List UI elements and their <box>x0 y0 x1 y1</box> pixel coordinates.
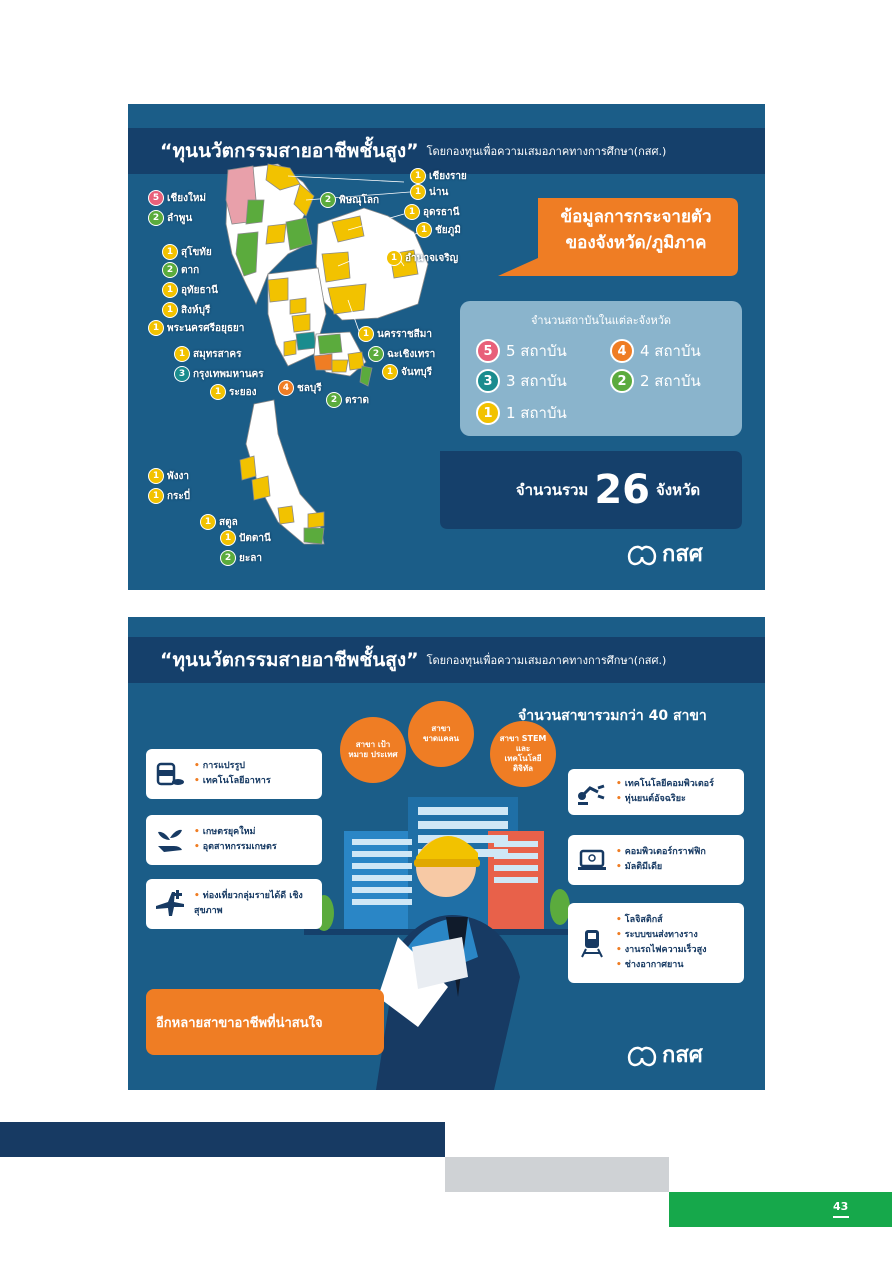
card-computer-robotics <box>568 769 744 815</box>
map-satun <box>278 506 294 524</box>
laptop-icon <box>576 844 608 876</box>
bullet: • <box>194 891 200 901</box>
card-computer-robotics-list <box>616 777 714 807</box>
robot-arm-icon <box>576 776 608 808</box>
province-label-samutsakhon <box>174 346 241 362</box>
count-badge: 1 <box>386 250 402 266</box>
province-label-sukhothai <box>162 244 212 260</box>
legend-badge: 1 <box>476 401 500 425</box>
total-label: จำนวนรวม <box>515 481 589 499</box>
panel2-subtitle: โดยกองทุนเพื่อความเสมอภาคทางการศึกษา(กสศ.) <box>426 654 667 667</box>
province-label-yala <box>220 550 262 566</box>
province-name: สตูล <box>219 516 238 528</box>
province-name: พิษณุโลก <box>339 194 380 206</box>
province-label-chiangmai <box>148 190 206 206</box>
province-label-phangnga <box>148 468 189 484</box>
plane-medical-icon <box>154 888 186 920</box>
count-badge: 1 <box>200 514 216 530</box>
count-badge: 2 <box>162 262 178 278</box>
panel2-title: “ทุนนวัตกรรมสายอาชีพชั้นสูง” <box>160 649 419 671</box>
legend-label: 3 สถาบัน <box>506 372 567 390</box>
legend-label: 4 สถาบัน <box>640 342 701 360</box>
legend-badge: 2 <box>610 369 634 393</box>
province-label-chaiyaphum <box>416 222 461 238</box>
legend-label: 5 สถาบัน <box>506 342 567 360</box>
card-item-text: โลจิสติกส์ <box>624 915 663 925</box>
card-item-text: ช่างอากาศยาน <box>624 960 684 970</box>
province-label-lamphun <box>148 210 192 226</box>
card-food <box>146 749 322 799</box>
train-icon <box>576 927 608 959</box>
province-name: นครราชสีมา <box>377 328 432 340</box>
card-item <box>194 889 304 919</box>
bullet: • <box>616 862 622 872</box>
province-label-nakhonratchasima <box>358 326 432 342</box>
map-rayong <box>332 360 348 372</box>
map-sukhothai <box>266 224 286 244</box>
province-name: สุโขทัย <box>181 246 212 258</box>
count-badge: 1 <box>148 468 164 484</box>
legend-badge: 5 <box>476 339 500 363</box>
card-item <box>616 913 706 928</box>
institution-count-legend <box>460 301 742 436</box>
bullet: • <box>194 776 200 786</box>
count-badge: 1 <box>174 346 190 362</box>
card-graphics-multimedia-list <box>616 845 706 875</box>
bullet: • <box>194 761 200 771</box>
card-item <box>194 774 271 789</box>
province-name: ยะลา <box>239 552 262 564</box>
bubble-stem-fields: สาขา STEM และ เทคโนโลยี ดิจิทัล <box>490 721 556 787</box>
count-badge: 2 <box>326 392 342 408</box>
province-label-ayutthaya <box>148 320 244 336</box>
legend-title: จำนวนสถาบันในแต่ละจังหวัด <box>530 314 672 327</box>
province-label-tak <box>162 262 199 278</box>
bullet: • <box>616 915 622 925</box>
eef-logo-icon <box>626 1042 658 1068</box>
legend-label: 1 สถาบัน <box>506 404 567 422</box>
map-chaiyaphum <box>322 252 350 282</box>
province-label-krabi <box>148 488 190 504</box>
can-food-icon <box>154 758 186 790</box>
bullet: • <box>616 945 622 955</box>
panel1-title: “ทุนนวัตกรรมสายอาชีพชั้นสูง” <box>160 140 419 162</box>
card-graphics-multimedia <box>568 835 744 885</box>
province-label-pattani <box>220 530 271 546</box>
card-item <box>194 759 271 774</box>
province-label-bangkok <box>174 366 264 382</box>
card-item-text: เทคโนโลยีคอมพิวเตอร์ <box>624 779 714 789</box>
count-badge: 1 <box>162 302 178 318</box>
count-badge: 2 <box>320 192 336 208</box>
card-item-text: ระบบขนส่งทางราง <box>624 930 698 940</box>
province-label-udonthani <box>404 204 459 220</box>
province-label-rayong <box>210 384 257 400</box>
map-phitsanulok <box>286 218 312 250</box>
eef-logo-text: กสศ <box>662 1043 703 1068</box>
province-name: เชียงราย <box>429 170 467 182</box>
legend-item-1 <box>476 401 567 425</box>
province-label-satun <box>200 514 238 530</box>
legend-item-5 <box>476 339 567 363</box>
card-item-text: หุ่นยนต์อัจฉริยะ <box>624 794 686 804</box>
province-name: ตราด <box>345 394 369 406</box>
infographic-fields-of-study <box>128 617 765 1090</box>
count-badge: 1 <box>162 282 178 298</box>
bullet: • <box>194 842 200 852</box>
distribution-heading-line1: ข้อมูลการกระจายตัว <box>560 207 712 227</box>
map-pattani <box>308 512 324 528</box>
map-yala <box>304 528 324 544</box>
province-name: พังงา <box>167 470 189 482</box>
footer-bar-navy <box>0 1122 445 1157</box>
map-nakhonratchasima <box>328 284 366 314</box>
map-singburi <box>290 298 306 314</box>
map-samutsakhon <box>284 340 296 356</box>
count-badge: 2 <box>148 210 164 226</box>
count-badge: 1 <box>148 320 164 336</box>
province-label-chiangrai <box>410 168 467 184</box>
province-name: ตาก <box>181 264 200 276</box>
province-label-uthaithani <box>162 282 218 298</box>
eef-logo-text: กสศ <box>662 542 703 567</box>
footer-bar-grey <box>445 1157 669 1192</box>
bullet: • <box>616 930 622 940</box>
count-badge: 1 <box>410 184 426 200</box>
card-item-text: มัลติมีเดีย <box>624 862 663 872</box>
more-careers-banner: อีกหลายสาขาอาชีพที่น่าสนใจ <box>146 989 384 1055</box>
count-badge: 1 <box>358 326 374 342</box>
card-item-text: อุตสาหกรรมเกษตร <box>202 842 277 852</box>
bubble-shortage-fields: สาขา ขาดแคลน <box>408 701 474 767</box>
total-number: 26 <box>594 467 650 513</box>
province-name: สมุทรสาคร <box>193 348 242 360</box>
footer-bar-green <box>669 1192 892 1227</box>
count-badge: 5 <box>148 190 164 206</box>
bullet: • <box>616 960 622 970</box>
infographic-province-distribution <box>128 104 765 590</box>
bullet: • <box>616 794 622 804</box>
province-name: ชัยภูมิ <box>435 224 461 236</box>
card-item <box>616 943 706 958</box>
legend-label: 2 สถาบัน <box>640 372 701 390</box>
card-item-text: การแปรรูป <box>202 761 245 771</box>
card-agriculture <box>146 815 322 865</box>
count-badge: 4 <box>278 380 294 396</box>
province-name: พระนครศรีอยุธยา <box>167 322 245 334</box>
bubble-target-fields: สาขา เป้าหมาย ประเทศ <box>340 717 406 783</box>
map-trat <box>360 366 372 386</box>
legend-item-3 <box>476 369 567 393</box>
card-item <box>616 958 706 973</box>
panel1-subtitle: โดยกองทุนเพื่อความเสมอภาคทางการศึกษา(กสศ.) <box>426 145 667 158</box>
page-number: 43 <box>833 1200 849 1213</box>
card-logistics-rail <box>568 903 744 983</box>
eef-logo <box>626 536 703 571</box>
count-badge: 3 <box>174 366 190 382</box>
province-name: ระยอง <box>229 386 257 398</box>
card-item-text: เกษตรยุคใหม่ <box>202 827 256 837</box>
map-krabi <box>252 476 270 500</box>
map-chonburi <box>314 354 332 370</box>
card-item <box>616 928 706 943</box>
map-uthai <box>268 278 288 302</box>
province-name: น่าน <box>429 186 449 198</box>
province-label-trat <box>326 392 369 408</box>
total-provinces <box>474 451 742 529</box>
province-label-nan <box>410 184 448 200</box>
province-label-chanthaburi <box>382 364 432 380</box>
eef-logo-icon <box>626 541 658 567</box>
card-item <box>616 792 714 807</box>
card-food-list <box>194 759 271 789</box>
count-badge: 1 <box>210 384 226 400</box>
bullet: • <box>616 847 622 857</box>
card-item <box>194 840 277 855</box>
card-item-text: คอมพิวเตอร์กราฟฟิก <box>624 847 706 857</box>
card-item <box>616 845 706 860</box>
province-label-phitsanulok <box>320 192 379 208</box>
province-name: สิงห์บุรี <box>181 304 211 316</box>
legend-item-2 <box>610 369 701 393</box>
province-name: กรุงเทพมหานคร <box>193 368 264 380</box>
province-name: กระบี่ <box>167 490 191 502</box>
legend-badge: 4 <box>610 339 634 363</box>
province-name: จันทบุรี <box>401 366 433 378</box>
bullet: • <box>616 779 622 789</box>
province-name: อำนาจเจริญ <box>405 252 459 264</box>
page-number-underline <box>833 1216 849 1218</box>
map-ayutthaya <box>292 314 310 332</box>
eef-logo <box>626 1037 703 1072</box>
province-name: ชลบุรี <box>297 382 322 394</box>
card-logistics-rail-list <box>616 913 706 973</box>
count-badge: 2 <box>220 550 236 566</box>
count-badge: 2 <box>368 346 384 362</box>
card-item-text: งานรถไฟความเร็วสูง <box>624 945 707 955</box>
count-badge: 1 <box>148 488 164 504</box>
total-provinces-box <box>440 451 742 529</box>
count-badge: 1 <box>162 244 178 260</box>
count-badge: 1 <box>416 222 432 238</box>
total-branches: จำนวนสาขารวมกว่า 40 สาขา <box>518 708 707 724</box>
province-name: ลำพูน <box>167 212 193 224</box>
card-item-text: เทคโนโลยีอาหาร <box>202 776 271 786</box>
distribution-heading-line2: ของจังหวัด/ภูมิภาค <box>565 233 707 253</box>
province-label-amnatcharoen <box>386 250 458 266</box>
plant-hand-icon <box>154 824 186 856</box>
distribution-heading-callout <box>498 198 738 276</box>
card-item <box>616 777 714 792</box>
map-phangnga <box>240 456 256 480</box>
card-agriculture-list <box>194 825 277 855</box>
bullet: • <box>194 827 200 837</box>
total-unit: จังหวัด <box>656 481 701 499</box>
count-badge: 1 <box>382 364 398 380</box>
province-name: อุดรธานี <box>423 206 460 218</box>
province-name: อุทัยธานี <box>181 284 219 296</box>
legend-badge: 3 <box>476 369 500 393</box>
province-label-chonburi <box>278 380 322 396</box>
count-badge: 1 <box>220 530 236 546</box>
map-bangkok <box>296 332 316 350</box>
map-lamphun <box>246 200 264 224</box>
card-health-tourism-list <box>194 889 304 919</box>
province-name: ฉะเชิงเทรา <box>387 348 436 360</box>
count-badge: 1 <box>410 168 426 184</box>
province-name: ปัตตานี <box>239 532 271 544</box>
province-label-singburi <box>162 302 210 318</box>
legend-item-4 <box>610 339 701 363</box>
card-item <box>194 825 277 840</box>
distribution-heading <box>536 204 736 256</box>
province-name: เชียงใหม่ <box>167 192 207 204</box>
card-item <box>616 860 706 875</box>
map-chachoengsao <box>318 334 342 354</box>
count-badge: 1 <box>404 204 420 220</box>
card-item-text: ท่องเที่ยวกลุ่มรายได้ดี เชิงสุขภาพ <box>194 891 303 916</box>
province-label-chachoengsao <box>368 346 435 362</box>
card-health-tourism <box>146 879 322 929</box>
